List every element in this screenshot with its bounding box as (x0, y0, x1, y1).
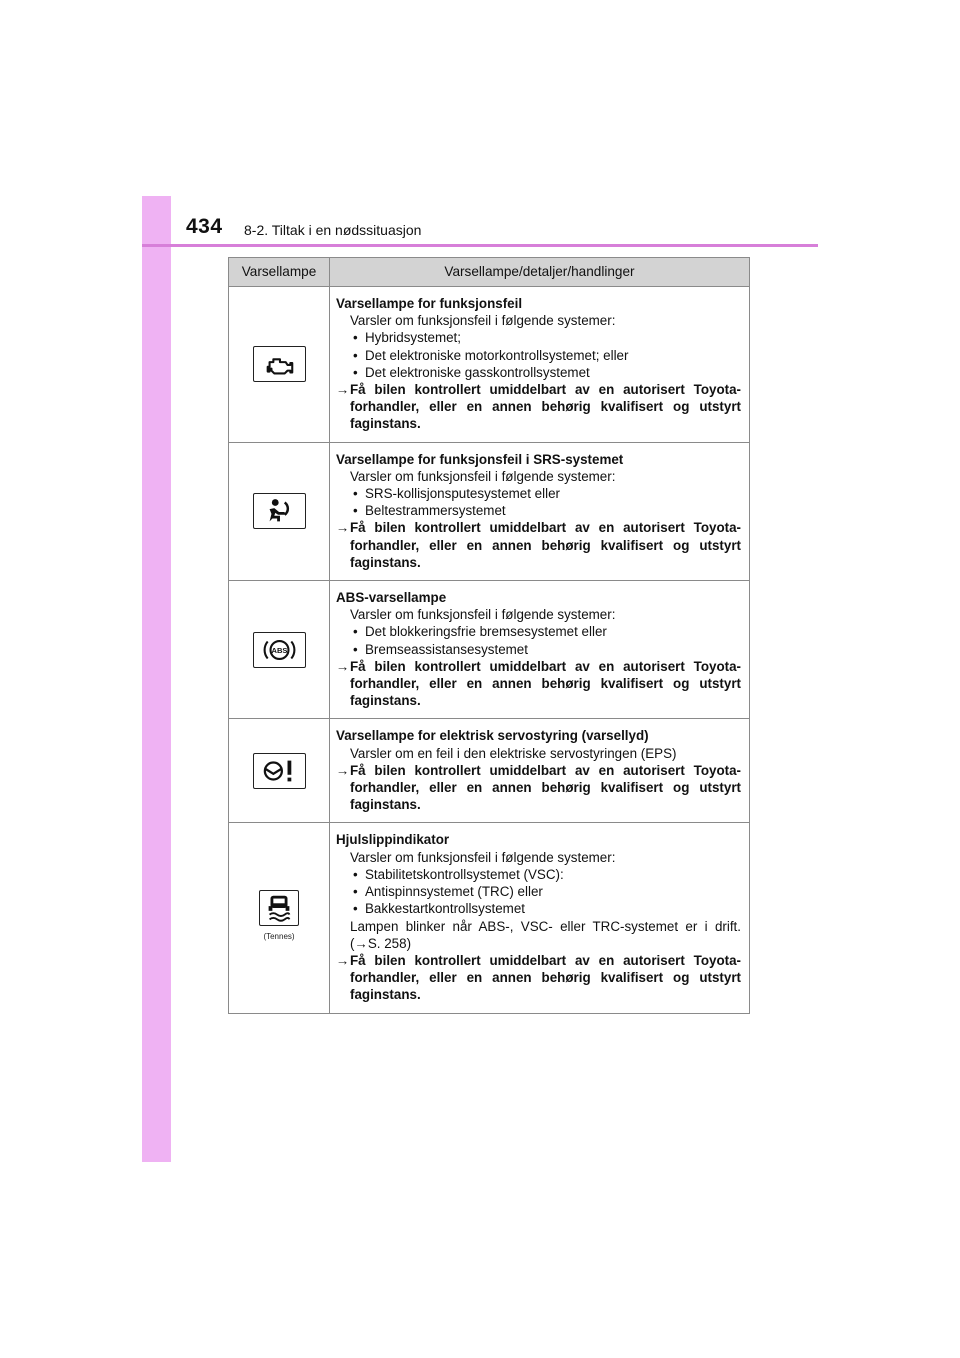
lamp-cell (229, 719, 330, 823)
table-row (229, 719, 750, 823)
bullet-glyph: • (353, 901, 358, 917)
arrow-glyph: → (336, 658, 350, 674)
column-header-details: Varsellampe/detaljer/handlinger (330, 258, 750, 287)
table-row (229, 823, 750, 1013)
header-rule (142, 244, 818, 247)
list-item: • Det elektroniske motorkontrollsystemet; eller (353, 347, 629, 363)
details-cell (330, 442, 750, 580)
section-title: 8-2. Tiltak i en nødssituasjon (244, 222, 422, 238)
bullet-glyph: • (353, 641, 358, 657)
table-row (229, 442, 750, 580)
action-text: → Få bilen kontrollert umiddelbart av en autorisert Toyota-forhandler, eller en annen behørig kvalifisert og utstyrt faginstans. (336, 952, 741, 1003)
bullet-glyph: • (353, 486, 358, 502)
side-tab-strip (142, 196, 171, 1162)
lamp-title: Varsellampe for funksjonsfeil (336, 296, 523, 311)
list-item: • Stabilitetskontrollsystemet (VSC): (353, 866, 564, 882)
lamp-title: Varsellampe for funksjonsfeil i SRS-systemet (336, 451, 624, 467)
list-item: • Det elektroniske gasskontrollsystemet (353, 364, 590, 380)
list-item: • Hybridsystemet; (353, 330, 461, 346)
details-cell (330, 581, 750, 719)
details-cell (330, 719, 750, 823)
check-engine-icon (253, 346, 306, 382)
bullet-glyph: • (353, 364, 358, 380)
lamp-title: Varsellampe for elektrisk servostyring (varsellyd) (336, 728, 649, 744)
arrow-glyph: → (336, 762, 350, 778)
bullet-glyph: • (353, 347, 358, 363)
eps-steering-icon (253, 753, 306, 789)
arrow-glyph: → (336, 952, 350, 968)
slip-indicator-icon (259, 890, 299, 926)
arrow-glyph: → (354, 935, 368, 951)
list-item: • Antispinnsystemet (TRC) eller (353, 884, 543, 900)
srs-airbag-icon (253, 493, 306, 529)
arrow-glyph: → (336, 382, 350, 398)
table-header-row (229, 258, 750, 287)
lamp-lead: Varsler om funksjonsfeil i følgende systemer: (350, 849, 616, 865)
blink-note: Lampen blinker når ABS-, VSC- eller TRC-systemet er i drift. (→S. 258) (350, 918, 741, 951)
warning-lamp-table (228, 257, 750, 1014)
list-item: • Det blokkeringsfrie bremsesystemet eller (353, 624, 607, 640)
details-cell (330, 287, 750, 443)
lamp-lead: Varsler om en feil i den elektriske servostyringen (EPS) (350, 745, 677, 761)
bullet-glyph: • (353, 503, 358, 519)
bullet-glyph: • (353, 624, 358, 640)
list-item: • Beltestrammersystemet (353, 503, 506, 519)
lamp-lead: Varsler om funksjonsfeil i følgende systemer: (350, 468, 616, 484)
svg-text:ABS: ABS (271, 645, 287, 655)
lamp-cell (229, 823, 330, 1013)
table-row (229, 287, 750, 443)
lamp-title: Hjulslippindikator (336, 832, 450, 848)
page-number: 434 (186, 215, 223, 238)
lamp-lead: Varsler om funksjonsfeil i følgende systemer: (350, 607, 616, 623)
bullet-glyph: • (353, 884, 358, 900)
abs-icon (253, 632, 306, 668)
bullet-glyph: • (353, 330, 358, 346)
lamp-cell (229, 581, 330, 719)
lamp-cell (229, 287, 330, 443)
list-item: • Bremseassistansesystemet (353, 641, 528, 657)
action-text: → Få bilen kontrollert umiddelbart av en autorisert Toyota-forhandler, eller en annen behørig kvalifisert og utstyrt faginstans. (336, 762, 741, 813)
page-reference-link[interactable]: S. 258) (367, 935, 412, 951)
lamp-cell (229, 442, 330, 580)
list-item: • SRS-kollisjonsputesystemet eller (353, 486, 560, 502)
bullet-glyph: • (353, 866, 358, 882)
table-row (229, 581, 750, 719)
action-text: → Få bilen kontrollert umiddelbart av en autorisert Toyota-forhandler, eller en annen behørig kvalifisert og utstyrt faginstans. (336, 520, 741, 570)
action-text: → Få bilen kontrollert umiddelbart av en autorisert Toyota-forhandler, eller en annen behørig kvalifisert og utstyrt faginstans. (336, 658, 741, 709)
lamp-lead: Varsler om funksjonsfeil i følgende systemer: (350, 313, 616, 329)
lamp-title: ABS-varsellampe (336, 590, 447, 606)
action-text: → Få bilen kontrollert umiddelbart av en autorisert Toyota-forhandler, eller en annen behørig kvalifisert og utstyrt faginstans. (336, 382, 741, 432)
icon-note: (Tennes) (263, 932, 295, 942)
arrow-glyph: → (336, 520, 350, 536)
list-item: • Bakkestartkontrollsystemet (353, 901, 526, 917)
details-cell (330, 823, 750, 1013)
column-header-lamp: Varsellampe (229, 258, 330, 287)
